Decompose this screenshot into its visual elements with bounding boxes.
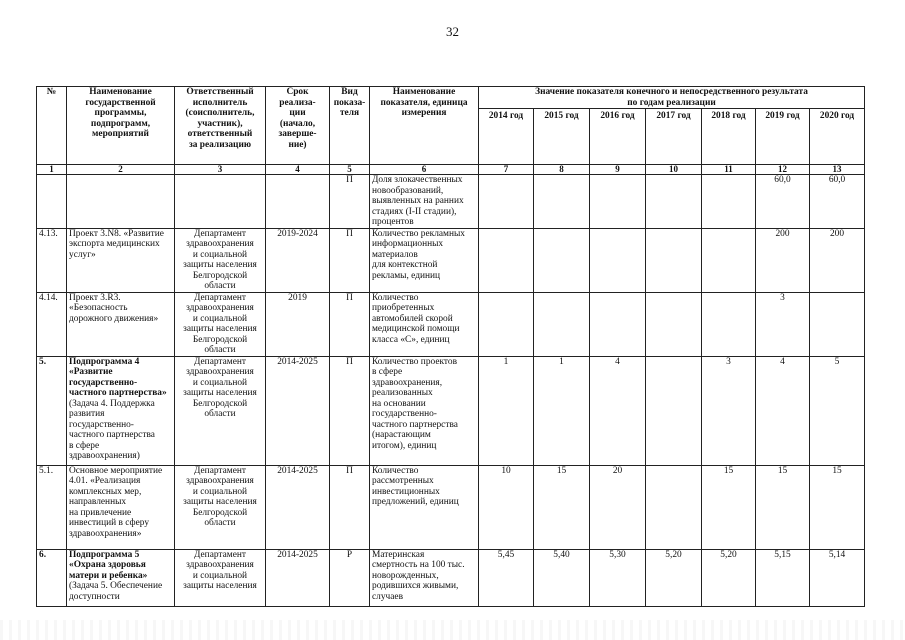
header-year: 2020 год: [810, 109, 865, 165]
row-value: [534, 228, 590, 292]
row-value: 15: [756, 465, 810, 549]
row-responsible: Департамент здравоохранения и социальной защиты населения: [175, 549, 266, 606]
row-value: [810, 292, 865, 356]
row-type: П: [330, 465, 370, 549]
row-responsible: Департамент здравоохранения и социальной защиты населения Белгородской области: [175, 356, 266, 465]
header-name: Наименование государственной программы, подпрограмм, мероприятий: [67, 87, 175, 165]
header-num: №: [37, 87, 67, 165]
row-responsible: [175, 175, 266, 229]
column-number: 13: [810, 165, 865, 175]
row-term: [266, 175, 330, 229]
header-year: 2017 год: [646, 109, 702, 165]
header-year: 2016 год: [590, 109, 646, 165]
row-indicator: Количество приобретенных автомобилей скорой медицинской помощи класса «С», единиц: [370, 292, 479, 356]
row-value: [534, 175, 590, 229]
row-value: 5,30: [590, 549, 646, 606]
scan-noise: [0, 620, 905, 640]
row-indicator: Количество рассмотренных инвестиционных предложений, единиц: [370, 465, 479, 549]
row-value: 60,0: [810, 175, 865, 229]
row-value: 1: [479, 356, 534, 465]
row-value: [702, 228, 756, 292]
row-type: П: [330, 292, 370, 356]
column-number: 2: [67, 165, 175, 175]
column-number: 5: [330, 165, 370, 175]
row-value: [590, 292, 646, 356]
row-value: 5,40: [534, 549, 590, 606]
indicators-table: [36, 86, 865, 607]
header-indicator: Наименование показателя, единица измерения: [370, 87, 479, 165]
row-name-rest: (Задача 4. Поддержка развития государственно- частного партнерства в сфере здравоохранения): [69, 398, 155, 461]
row-value: 15: [702, 465, 756, 549]
row-value: 5: [810, 356, 865, 465]
row-term: 2014-2025: [266, 465, 330, 549]
header-term: Срок реализа- ции (начало, заверше- ние): [266, 87, 330, 165]
row-value: 3: [756, 292, 810, 356]
row-value: 3: [702, 356, 756, 465]
row-num: 5.: [37, 356, 67, 465]
header-year: 2018 год: [702, 109, 756, 165]
column-number: 6: [370, 165, 479, 175]
row-num: 4.13.: [37, 228, 67, 292]
row-value: 5,45: [479, 549, 534, 606]
row-value: 10: [479, 465, 534, 549]
row-value: 15: [534, 465, 590, 549]
page-number: 32: [446, 24, 459, 39]
row-value: 5,15: [756, 549, 810, 606]
row-value: 15: [810, 465, 865, 549]
column-number: 1: [37, 165, 67, 175]
row-value: 4: [756, 356, 810, 465]
column-number: 4: [266, 165, 330, 175]
row-value: [590, 228, 646, 292]
row-type: П: [330, 356, 370, 465]
row-indicator: Материнская смертность на 100 тыс. новорожденных, родившихся живыми, случаев: [370, 549, 479, 606]
row-indicator: Доля злокачественных новообразований, выявленных на ранних стадиях (I-II стадии), процентов: [370, 175, 479, 229]
row-value: [534, 292, 590, 356]
row-name: Основное мероприятие 4.01. «Реализация комплексных мер, направленных на привлечение инвестиций в сферу здравоохранения»: [67, 465, 175, 549]
row-value: 1: [534, 356, 590, 465]
row-value: 20: [590, 465, 646, 549]
row-name: Проект 3.N8. «Развитие экспорта медицинских услуг»: [67, 228, 175, 292]
row-value: [590, 175, 646, 229]
column-number: 8: [534, 165, 590, 175]
column-number-row: [37, 165, 865, 175]
row-responsible: Департамент здравоохранения и социальной защиты населения Белгородской области: [175, 228, 266, 292]
column-number: 11: [702, 165, 756, 175]
row-num: 5.1.: [37, 465, 67, 549]
header-year: 2014 год: [479, 109, 534, 165]
row-value: [702, 292, 756, 356]
row-value: 60,0: [756, 175, 810, 229]
table-row: [37, 292, 865, 356]
row-name: [67, 175, 175, 229]
row-name: [67, 549, 175, 606]
table-row: [37, 356, 865, 465]
row-value: [646, 356, 702, 465]
row-type: П: [330, 175, 370, 229]
column-number: 9: [590, 165, 646, 175]
table-row: [37, 175, 865, 229]
row-value: [479, 292, 534, 356]
row-num: [37, 175, 67, 229]
row-indicator: Количество проектов в сфере здравоохранения, реализованных на основании государственно- частного партнерства (нарастающим итогом), единиц: [370, 356, 479, 465]
row-value: 5,14: [810, 549, 865, 606]
row-value: 200: [756, 228, 810, 292]
column-number: 7: [479, 165, 534, 175]
row-value: [702, 175, 756, 229]
row-value: 4: [590, 356, 646, 465]
table-row: [37, 228, 865, 292]
header-type: Вид показа- теля: [330, 87, 370, 165]
column-number: 3: [175, 165, 266, 175]
header-responsible: Ответственный исполнитель (соисполнитель, участник), ответственный за реализацию: [175, 87, 266, 165]
row-name-bold: Подпрограмма 5 «Охрана здоровья матери и ребенка»: [69, 549, 148, 581]
column-number: 10: [646, 165, 702, 175]
row-name-rest: (Задача 5. Обеспечение доступности: [69, 581, 163, 602]
column-number: 12: [756, 165, 810, 175]
row-num: 4.14.: [37, 292, 67, 356]
row-value: [646, 228, 702, 292]
row-term: 2019: [266, 292, 330, 356]
row-term: 2014-2025: [266, 356, 330, 465]
row-name: [67, 356, 175, 465]
row-responsible: Департамент здравоохранения и социальной защиты населения Белгородской области: [175, 292, 266, 356]
header-year: 2019 год: [756, 109, 810, 165]
header-year: 2015 год: [534, 109, 590, 165]
row-type: Р: [330, 549, 370, 606]
row-value: [646, 292, 702, 356]
table-row: [37, 549, 865, 606]
row-value: 5,20: [646, 549, 702, 606]
header-values-group: Значение показателя конечного и непосредственного результата по годам реализации: [479, 87, 865, 109]
row-term: 2019-2024: [266, 228, 330, 292]
row-indicator: Количество рекламных информационных материалов для контекстной рекламы, единиц: [370, 228, 479, 292]
row-num: 6.: [37, 549, 67, 606]
row-value: [646, 465, 702, 549]
header-row-top: [37, 87, 865, 109]
row-type: П: [330, 228, 370, 292]
row-name: Проект 3.R3. «Безопасность дорожного движения»: [67, 292, 175, 356]
row-responsible: Департамент здравоохранения и социальной защиты населения Белгородской области: [175, 465, 266, 549]
row-term: 2014-2025: [266, 549, 330, 606]
table-row: [37, 465, 865, 549]
row-value: [479, 175, 534, 229]
row-value: [646, 175, 702, 229]
row-value: [479, 228, 534, 292]
row-value: 200: [810, 228, 865, 292]
row-value: 5,20: [702, 549, 756, 606]
row-name-bold: Подпрограмма 4 «Развитие государственно- частного партнерства»: [69, 356, 167, 398]
